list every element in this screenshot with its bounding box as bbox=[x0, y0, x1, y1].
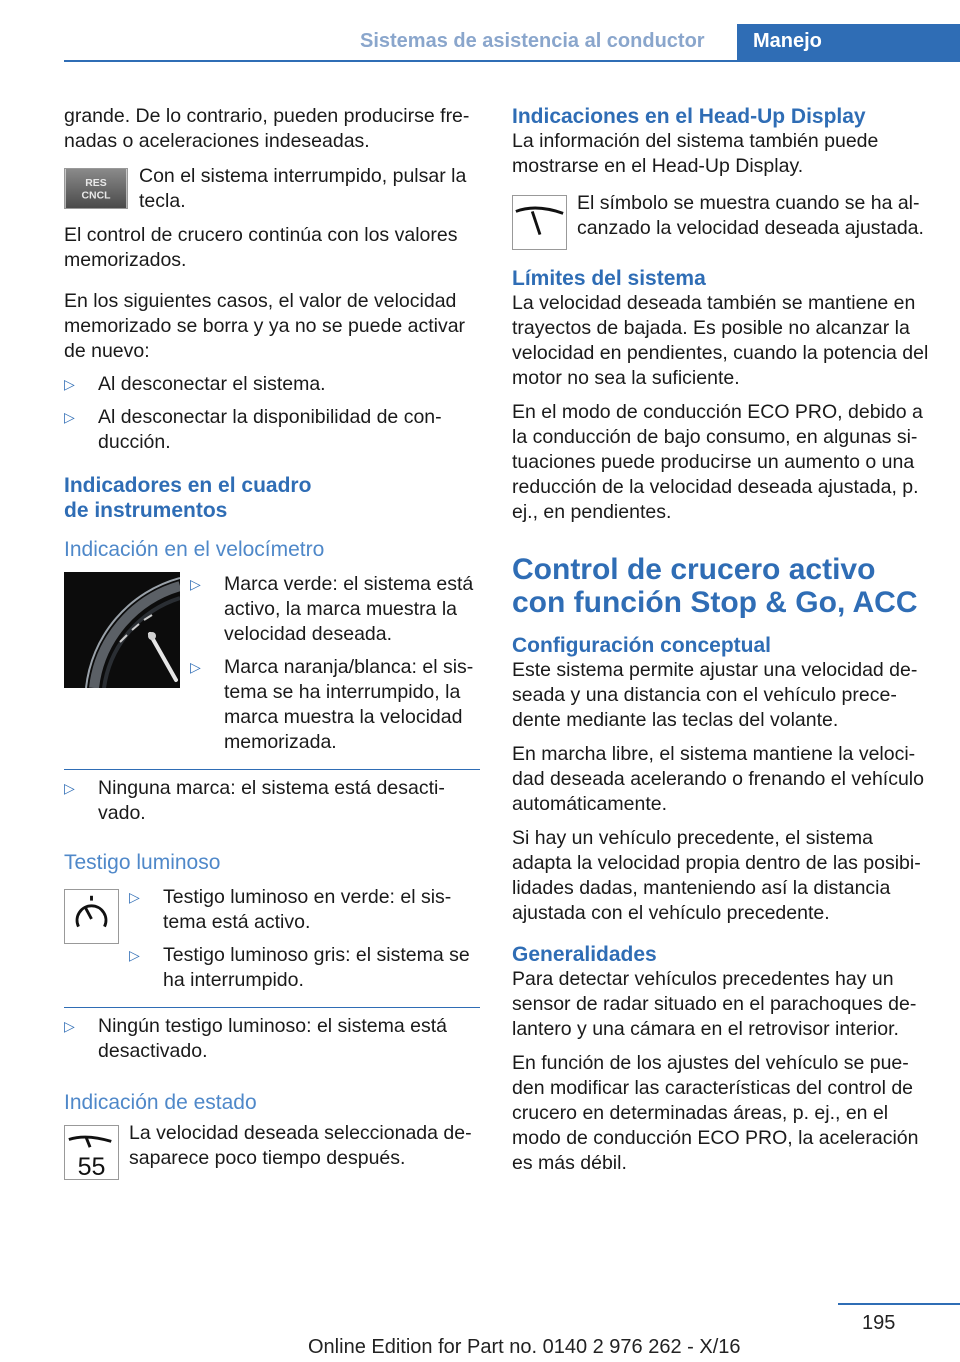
bullet-triangle-icon: ▷ bbox=[64, 780, 75, 796]
list-item: ▷ Al desconectar el sistema. bbox=[64, 373, 326, 395]
page-number-rule bbox=[838, 1303, 960, 1305]
bullet-triangle-icon: ▷ bbox=[64, 1018, 75, 1034]
paragraph: grande. De lo contrario, pueden producirse fre‐nadas o aceleraciones indeseadas. bbox=[64, 105, 470, 152]
paragraph: La velocidad deseada también se mantiene en trayectos de bajada. Es posible no alcanzar la velocidad en pendientes, cuando la potencia del motor no sea la suficiente. bbox=[512, 292, 929, 389]
list-item: ▷ Al desconectar la disponibilidad de con‐ducción. bbox=[64, 406, 442, 453]
bullet-triangle-icon: ▷ bbox=[190, 576, 201, 592]
resume-instruction bbox=[64, 164, 480, 214]
paragraph: En el modo de conducción ECO PRO, debido a la conducción de bajo consumo, en algunas si‐tuaciones puede producirse un aumento o una reducción de la velocidad deseada ajustada, p. ej., en pendientes. bbox=[512, 401, 923, 523]
list-item: ▷ Ningún testigo luminoso: el sistema está desactivado. bbox=[64, 1015, 448, 1062]
paragraph: Para detectar vehículos precedentes hay un sensor de radar situado en el parachoques de‐lantero y una cámara en el retrovisor interior. bbox=[512, 968, 917, 1040]
list-item: ▷ Marca naranja/blanca: el sis‐tema se ha interrumpido, la marca muestra la velocidad memorizada. bbox=[190, 656, 474, 753]
status-block bbox=[64, 1121, 480, 1180]
speedometer-list bbox=[190, 572, 480, 763]
heading-limits: Límites del sistema bbox=[512, 267, 706, 290]
heading-indicator-lamp: Testigo luminoso bbox=[64, 851, 221, 874]
divider bbox=[64, 1007, 480, 1008]
paragraph: Si hay un vehículo precedente, el sistema adapta la velocidad propia dentro de las posibi‐lidades dadas, manteniendo así la distancia ajustada con el vehículo precedente. bbox=[512, 827, 921, 924]
heading-status: Indicación de estado bbox=[64, 1091, 257, 1114]
list-item: ▷ Ninguna marca: el sistema está desacti‐vado. bbox=[64, 777, 445, 824]
list-item: ▷ Testigo luminoso gris: el sistema se ha interrumpido. bbox=[129, 944, 470, 991]
page-number: 195 bbox=[862, 1312, 896, 1334]
res-label: RES bbox=[85, 178, 107, 190]
paragraph: En función de los ajustes del vehículo se pue‐den modificar las características del control de crucero en determinadas áreas, p. ej., en el modo de conducción ECO PRO, la aceleración es más débil. bbox=[512, 1052, 919, 1174]
list-item: ▷ Testigo luminoso en verde: el sis‐tema está activo. bbox=[129, 886, 452, 933]
list-item: ▷ Marca verde: el sistema está activo, la marca muestra la velocidad deseada. bbox=[190, 573, 474, 645]
resume-text bbox=[139, 164, 480, 214]
paragraph: El control de crucero continúa con los valores memorizados. bbox=[64, 224, 458, 271]
hud-block bbox=[512, 191, 930, 250]
left-column bbox=[64, 104, 480, 1189]
chapter-tab bbox=[737, 24, 960, 62]
heading-acc: Control de crucero activo con función Stop & Go, ACC bbox=[512, 553, 918, 619]
bullet-triangle-icon: ▷ bbox=[190, 659, 201, 675]
hud-icon-text: El símbolo se muestra cuando se ha al‐canzado la velocidad deseada ajustada. bbox=[577, 192, 924, 239]
lamp-block bbox=[64, 885, 480, 1001]
heading-speedometer: Indicación en el velocímetro bbox=[64, 538, 325, 561]
cruise-control-lamp-icon bbox=[64, 889, 119, 944]
hud-speed-symbol-icon bbox=[512, 195, 567, 250]
cncl-label: CNCL bbox=[81, 190, 111, 202]
speedometer-image bbox=[64, 572, 180, 688]
status-text: La velocidad deseada seleccionada de‐saparece poco tiempo después. bbox=[129, 1122, 472, 1169]
res-cncl-button-icon bbox=[64, 168, 128, 209]
paragraph: Con el sistema interrumpido, pulsar la tecla. bbox=[139, 165, 467, 212]
running-header-section: Sistemas de asistencia al conductor bbox=[360, 30, 705, 52]
heading-general: Generalidades bbox=[512, 943, 657, 966]
paragraph: En marcha libre, el sistema mantiene la veloci‐dad deseada acelerando o frenando el vehículo automáticamente. bbox=[512, 743, 924, 815]
paragraph: La información del sistema también puede mostrarse en el Head-Up Display. bbox=[512, 130, 879, 177]
paragraph: En los siguientes casos, el valor de velocidad memorizado se borra y ya no se puede activar de nuevo: bbox=[64, 290, 466, 362]
bullet-triangle-icon: ▷ bbox=[64, 409, 75, 425]
status-speed-icon bbox=[64, 1125, 119, 1180]
bullet-triangle-icon: ▷ bbox=[64, 376, 75, 392]
lamp-list bbox=[129, 885, 480, 1001]
heading-concept: Configuración conceptual bbox=[512, 634, 772, 657]
bullet-triangle-icon: ▷ bbox=[129, 889, 140, 905]
status-number: 55 bbox=[77, 1153, 106, 1180]
chapter-tab-label: Manejo bbox=[753, 30, 822, 52]
header-rule bbox=[64, 60, 737, 62]
divider bbox=[64, 769, 480, 770]
heading-hud: Indicaciones en el Head-Up Display bbox=[512, 105, 866, 128]
bullet-triangle-icon: ▷ bbox=[129, 947, 140, 963]
right-column bbox=[512, 104, 930, 1185]
speedometer-block bbox=[64, 572, 480, 763]
paragraph: Este sistema permite ajustar una velocidad de‐seada y una distancia con el vehículo prece‐dente mediante las teclas del volante. bbox=[512, 659, 918, 731]
heading-indicators: Indicadores en el cuadro de instrumentos bbox=[64, 474, 312, 522]
footer-edition: Online Edition for Part no. 0140 2 976 262 - X/16 bbox=[308, 1336, 741, 1358]
